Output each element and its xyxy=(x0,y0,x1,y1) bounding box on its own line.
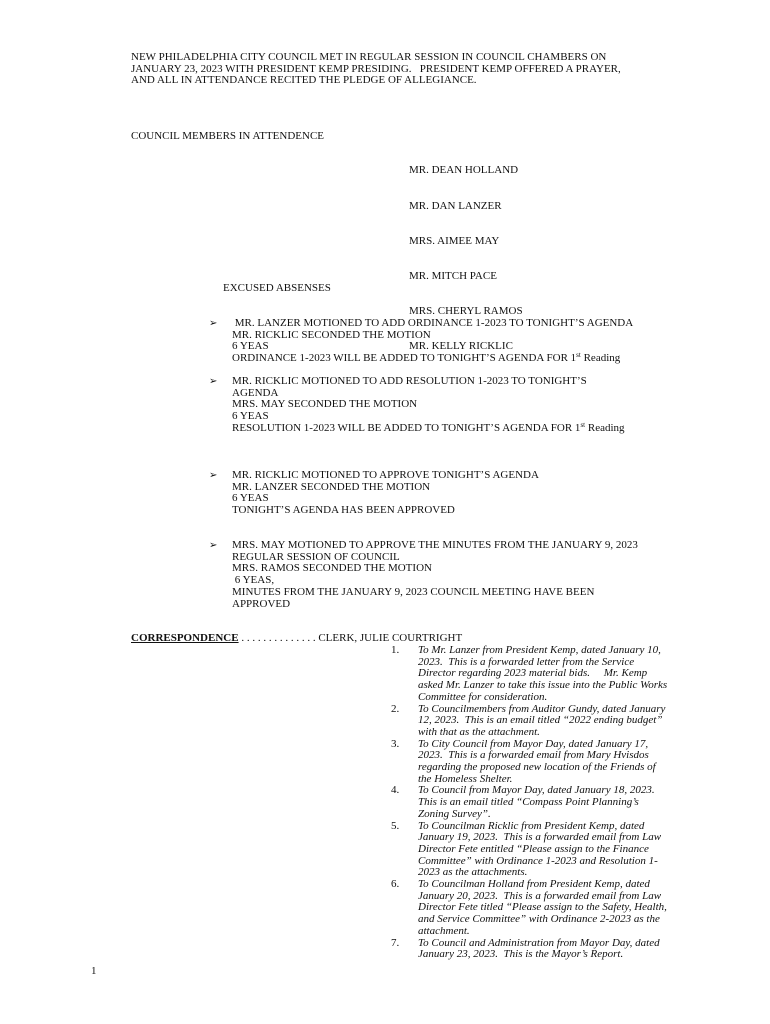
list-item: 7. To Council and Administration from Mayor Day, dated January 23, 2023. This is the Mayor’s Report. xyxy=(391,936,660,961)
excused-absences-heading: EXCUSED ABSENSES xyxy=(223,282,331,294)
member-name: MR. DEAN HOLLAND xyxy=(409,164,519,177)
council-members-heading: COUNCIL MEMBERS IN ATTENDENCE xyxy=(131,130,325,142)
member-name: MR. MITCH PACE xyxy=(409,269,497,282)
motion-text: MR. LANZER MOTIONED TO ADD ORDINANCE 1-2023 TO TONIGHT’S AGENDA MR. RICKLIC SECONDED THE MOTION 6 YEAS ORDINANCE 1-2023 WILL BE ADDED TO TONIGHT’S AGENDA FOR 1st Reading xyxy=(232,317,634,365)
correspondence-heading: CORRESPONDENCE xyxy=(131,632,239,644)
opening-paragraph: NEW PHILADELPHIA CITY COUNCIL MET IN REGULAR SESSION IN COUNCIL CHAMBERS ON JANUARY 23, 2023 WITH PRESIDENT KEMP PRESIDING. PRESIDENT KEMP OFFERED A PRAYER, AND ALL IN ATTENDANCE RECITED THE PLEDGE OF ALLEGIANCE. xyxy=(131,51,621,87)
member-name: MR. DAN LANZER xyxy=(409,199,502,212)
correspondence-list xyxy=(391,645,721,961)
arrow-bullet-icon: ➢ xyxy=(209,376,218,387)
list-item: 4. To Council from Mayor Day, dated January 18, 2023. This is an email titled “Compass Point Planning’s Zoning Survey”. xyxy=(391,784,655,820)
motion-text: MR. RICKLIC MOTIONED TO APPROVE TONIGHT’S AGENDA MR. LANZER SECONDED THE MOTION 6 YEAS TONIGHT’S AGENDA HAS BEEN APPROVED xyxy=(232,469,539,517)
leader-dots: . . . . . . . . . . . . . . xyxy=(238,632,319,644)
arrow-bullet-icon: ➢ xyxy=(209,318,218,329)
list-item: 2. To Councilmembers from Auditor Gundy, dated January 12, 2023. This is an email titled “2022 ending budget” with that as the attachment. xyxy=(391,702,666,738)
list-item: 5. To Councilman Ricklic from President Kemp, dated January 19, 2023. This is a forwarded email from Law Director Fete entitled “Please assign to the Finance Committee” with Ordinance 1-2023 and Resolution 1- 2023 as the attachments. xyxy=(391,819,662,879)
page-number: 1 xyxy=(91,965,97,977)
member-name: MRS. AIMEE MAY xyxy=(409,234,500,247)
motion-text: MR. RICKLIC MOTIONED TO ADD RESOLUTION 1-2023 TO TONIGHT’S AGENDA MRS. MAY SECONDED THE MOTION 6 YEAS RESOLUTION 1-2023 WILL BE ADDED TO TONIGHT’S AGENDA FOR 1st Reading xyxy=(232,375,625,434)
list-item: 1. To Mr. Lanzer from President Kemp, dated January 10, 2023. This is a forwarded letter from the Service Director regarding 2023 material bids. Mr. Kemp asked Mr. Lanzer to take this issue into the Public Works Committee for consideration. xyxy=(391,644,668,703)
clerk-name: CLERK, JULIE COURTRIGHT xyxy=(318,632,463,644)
motion-text: MRS. MAY MOTIONED TO APPROVE THE MINUTES FROM THE JANUARY 9, 2023 REGULAR SESSION OF COUNCIL MRS. RAMOS SECONDED THE MOTION 6 YEAS, MINUTES FROM THE JANUARY 9, 2023 COUNCIL MEETING HAVE BEEN APPROVED xyxy=(232,539,638,610)
member-name: MR. KELLY RICKLIC xyxy=(409,339,513,352)
member-name: MRS. CHERYL RAMOS xyxy=(409,304,523,317)
correspondence-line xyxy=(131,633,462,645)
list-item: 6. To Councilman Holland from President Kemp, dated January 20, 2023. This is a forwarded email from Law Director Fete titled “Please assign to the Safety, Health, and Service Committee” with Ordinance 2-2023 as the attachment. xyxy=(391,878,667,937)
list-item: 3. To City Council from Mayor Day, dated January 17, 2023. This is a forwarded email from Mary Hvisdos regarding the proposed new location of the Friends of the Homeless Shelter. xyxy=(391,737,656,785)
arrow-bullet-icon: ➢ xyxy=(209,470,218,481)
arrow-bullet-icon: ➢ xyxy=(209,540,218,551)
